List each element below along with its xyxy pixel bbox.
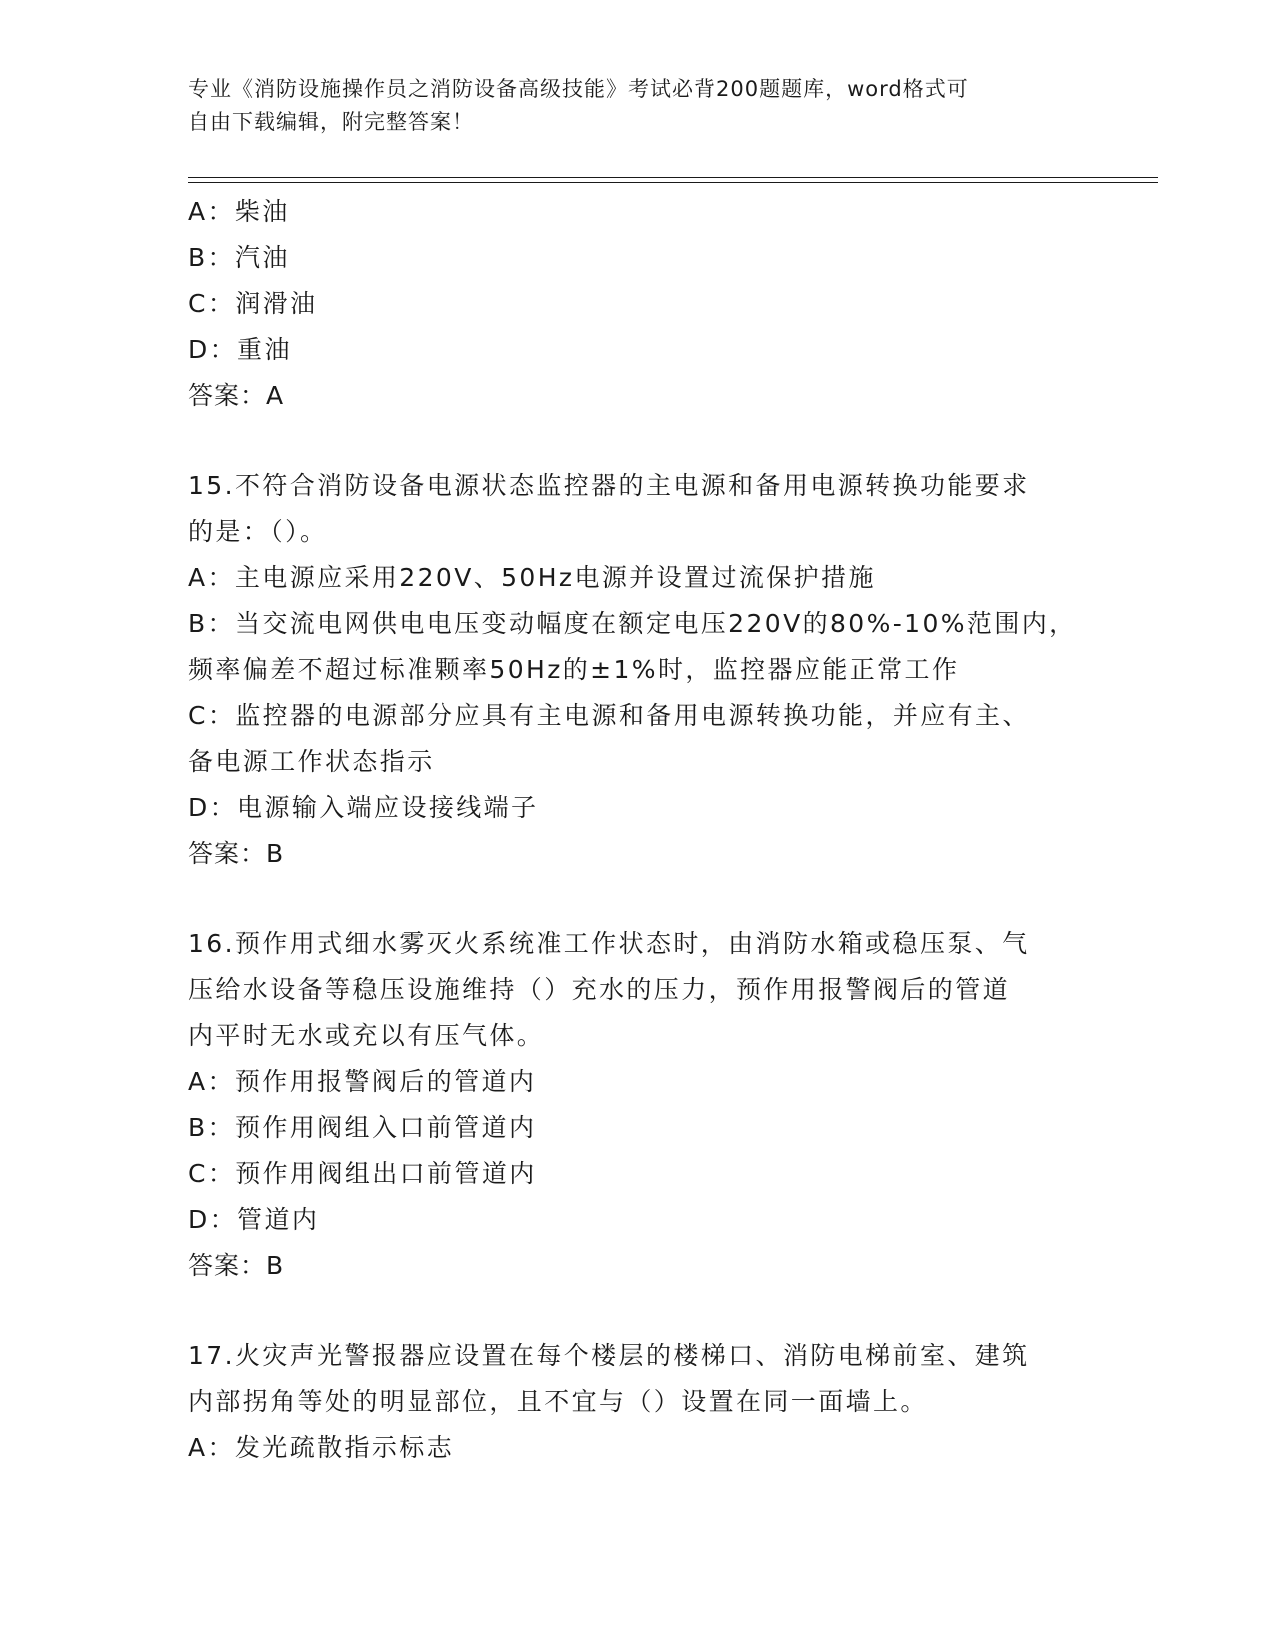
option-c: C：润滑油 [188,289,318,318]
question-17 [188,1333,1088,1471]
header-line-2: 自由下载编辑，附完整答案！ [188,110,474,134]
option-b: B：预作用阀组入口前管道内 [188,1113,537,1142]
option-b-continued: 频率偏差不超过标准颗率50Hz的±1%时，监控器应能正常工作 [188,655,960,684]
spacer [188,877,1088,921]
option-a: A：主电源应采用220V、50Hz电源并设置过流保护措施 [188,563,876,592]
question-text-line: 16.预作用式细水雾灭火系统准工作状态时，由消防水箱或稳压泵、气 [188,929,1030,958]
header-divider-top [188,177,1158,178]
spacer [188,419,1088,463]
option-d: D：重油 [188,335,292,364]
option-b: B：汽油 [188,243,290,272]
option-d: D：电源输入端应设接线端子 [188,793,539,822]
header-divider-bottom [188,182,1158,183]
question-text-line: 15.不符合消防设备电源状态监控器的主电源和备用电源转换功能要求 [188,471,1030,500]
question-14 [188,189,1088,419]
answer-label: 答案：B [188,839,285,868]
option-a: A：柴油 [188,197,290,226]
question-16 [188,921,1088,1289]
question-text-line: 内部拐角等处的明显部位，且不宜与（）设置在同一面墙上。 [188,1387,928,1416]
answer-label: 答案：A [188,381,285,410]
question-text-line: 内平时无水或充以有压气体。 [188,1021,545,1050]
option-c: C：预作用阀组出口前管道内 [188,1159,537,1188]
option-c-continued: 备电源工作状态指示 [188,747,435,776]
option-a: A：预作用报警阀后的管道内 [188,1067,537,1096]
question-15 [188,463,1088,877]
question-text-line: 的是：（）。 [188,517,328,546]
option-d: D：管道内 [188,1205,320,1234]
question-list [188,189,1088,1471]
answer-label: 答案：B [188,1251,285,1280]
option-a: A：发光疏散指示标志 [188,1433,455,1462]
spacer [188,1289,1088,1333]
header-line-1: 专业《消防设施操作员之消防设备高级技能》考试必背200题题库，word格式可 [188,77,969,101]
question-text-line: 压给水设备等稳压设施维持（）充水的压力，预作用报警阀后的管道 [188,975,1011,1004]
option-b: B：当交流电网供电电压变动幅度在额定电压220V的80%-10%范围内， [188,609,1077,638]
question-text-line: 17.火灾声光警报器应设置在每个楼层的楼梯口、消防电梯前室、建筑 [188,1341,1030,1370]
document-header [188,73,1088,139]
option-c: C：监控器的电源部分应具有主电源和备用电源转换功能，并应有主、 [188,701,1030,730]
